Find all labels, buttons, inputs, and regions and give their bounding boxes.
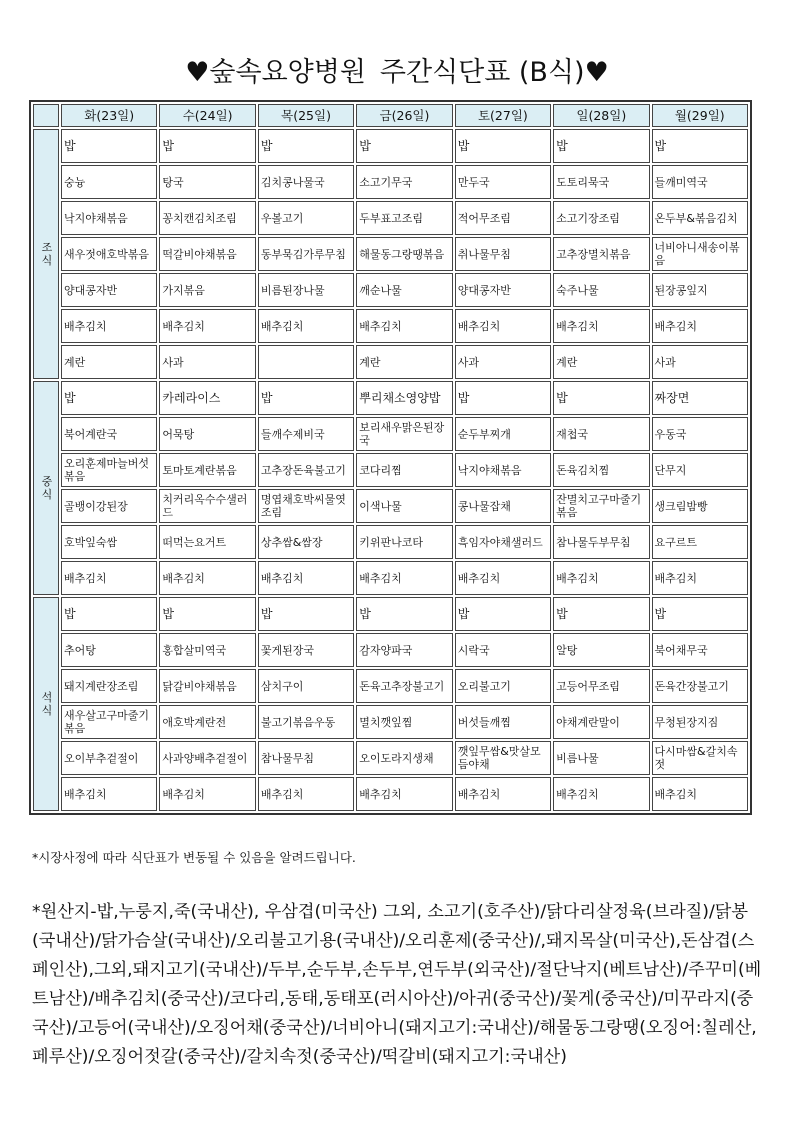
menu-cell: 고추장멸치볶음 — [553, 237, 649, 271]
menu-cell: 오리훈제마늘버섯볶음 — [61, 453, 157, 487]
lunch-label-char: 중 — [41, 475, 53, 488]
menu-cell: 도토리묵국 — [553, 165, 649, 199]
breakfast-row — [33, 129, 748, 163]
menu-cell: 계란 — [553, 345, 649, 379]
menu-cell: 사과양배추겉절이 — [159, 741, 255, 775]
menu-cell: 밥 — [455, 597, 551, 631]
page-title-menu: 주간식단표 (B식)♥ — [379, 57, 609, 88]
menu-cell: 비름나물 — [553, 741, 649, 775]
day-header-mon: 월(29일) — [652, 104, 748, 127]
menu-cell: 홍합살미역국 — [159, 633, 255, 667]
menu-cell: 계란 — [356, 345, 452, 379]
dinner-row — [33, 597, 748, 631]
menu-cell: 참나물두부무침 — [553, 525, 649, 559]
menu-cell: 단무지 — [652, 453, 748, 487]
breakfast-row — [33, 309, 748, 343]
market-notice: *시장사정에 따라 식단표가 변동될 수 있음을 알려드립니다. — [32, 850, 356, 865]
menu-cell: 새우젓애호박볶음 — [61, 237, 157, 271]
lunch-row — [33, 525, 748, 559]
menu-cell: 들깨미역국 — [652, 165, 748, 199]
menu-cell: 밥 — [61, 129, 157, 163]
menu-cell: 탕국 — [159, 165, 255, 199]
menu-cell: 뿌리채소영양밥 — [356, 381, 452, 415]
menu-cell: 김치콩나물국 — [258, 165, 354, 199]
menu-cell: 콩나물잡채 — [455, 489, 551, 523]
menu-cell: 밥 — [455, 381, 551, 415]
menu-cell: 치커리옥수수샐러드 — [159, 489, 255, 523]
menu-cell: 배추김치 — [356, 561, 452, 595]
day-header-thu: 목(25일) — [258, 104, 354, 127]
menu-cell: 불고기볶음우동 — [258, 705, 354, 739]
menu-cell: 감자양파국 — [356, 633, 452, 667]
dinner-row — [33, 633, 748, 667]
menu-cell: 배추김치 — [159, 309, 255, 343]
menu-cell: 오리불고기 — [455, 669, 551, 703]
menu-cell: 호박잎숙쌈 — [61, 525, 157, 559]
menu-cell: 이색나물 — [356, 489, 452, 523]
menu-cell: 배추김치 — [61, 561, 157, 595]
menu-cell: 버섯들깨찜 — [455, 705, 551, 739]
menu-cell: 너비아니새송이볶음 — [652, 237, 748, 271]
day-header-fri: 금(26일) — [356, 104, 452, 127]
menu-cell: 오이도라지생채 — [356, 741, 452, 775]
menu-cell: 배추김치 — [159, 777, 255, 811]
menu-cell: 멸치깻잎찜 — [356, 705, 452, 739]
menu-cell: 알탕 — [553, 633, 649, 667]
menu-cell: 배추김치 — [553, 777, 649, 811]
menu-cell: 우볼고기 — [258, 201, 354, 235]
menu-cell: 깨순나물 — [356, 273, 452, 307]
day-header-row — [33, 104, 748, 127]
menu-cell: 배추김치 — [258, 561, 354, 595]
menu-cell: 밥 — [258, 129, 354, 163]
menu-cell: 배추김치 — [455, 777, 551, 811]
day-header-wed: 수(24일) — [159, 104, 255, 127]
page-title-hospital: ♥숲속요양병원 — [185, 57, 366, 88]
breakfast-row — [33, 273, 748, 307]
menu-cell: 카레라이스 — [159, 381, 255, 415]
breakfast-row — [33, 345, 748, 379]
menu-cell: 배추김치 — [553, 561, 649, 595]
menu-cell: 야채계란말이 — [553, 705, 649, 739]
menu-cell: 동부묵김가루무침 — [258, 237, 354, 271]
menu-cell: 생크림밤빵 — [652, 489, 748, 523]
lunch-row — [33, 453, 748, 487]
menu-cell: 두부표고조림 — [356, 201, 452, 235]
menu-cell: 꽃게된장국 — [258, 633, 354, 667]
menu-cell: 배추김치 — [258, 309, 354, 343]
menu-cell: 밥 — [61, 597, 157, 631]
lunch-row — [33, 561, 748, 595]
menu-cell: 키위판나코타 — [356, 525, 452, 559]
menu-cell — [258, 345, 354, 379]
origin-notice: *원산지-밥,누룽지,죽(국내산), 우삼겹(미국산) 그외, 소고기(호주산)/닭다리살정육(브라질)/닭봉(국내산)/닭가슴살(국내산)/오리불고기용(국내산)/오리훈제(중국산)/,돼지목살(미국산),돈삼겹(스페인산),그외,돼지고기(국내산)/두부,순두부,손두부,연두부(외국산)/절단낙지(베트남산)/주꾸미(베트남산)/배추김치(중국산)/코다리,동태,동태포(러시아산)/아귀(중국산)/꽃게(중국산)/미꾸라지(중국산)/고등어(국내산)/오징어채(중국산)/너비아니(돼지고기:국내산)/해물동그랑땡(오징어:칠레산,페루산)/오징어젓갈(중국산)/갈치속젓(중국산)/떡갈비(돼지고기:국내산) — [32, 902, 762, 1067]
menu-cell: 재첩국 — [553, 417, 649, 451]
menu-cell: 계란 — [61, 345, 157, 379]
dinner-row — [33, 741, 748, 775]
lunch-row — [33, 417, 748, 451]
menu-cell: 떡갈비야채볶음 — [159, 237, 255, 271]
menu-cell: 밥 — [455, 129, 551, 163]
menu-cell: 배추김치 — [652, 561, 748, 595]
menu-cell: 배추김치 — [258, 777, 354, 811]
menu-cell: 무청된장지짐 — [652, 705, 748, 739]
menu-cell: 어묵탕 — [159, 417, 255, 451]
menu-cell: 북어계란국 — [61, 417, 157, 451]
menu-cell: 해물동그랑땡볶음 — [356, 237, 452, 271]
day-header-sun: 일(28일) — [553, 104, 649, 127]
menu-cell: 적어무조림 — [455, 201, 551, 235]
weekly-menu-table — [29, 100, 752, 815]
menu-cell: 밥 — [258, 597, 354, 631]
menu-cell: 숙주나물 — [553, 273, 649, 307]
menu-cell: 짜장면 — [652, 381, 748, 415]
menu-cell: 가지볶음 — [159, 273, 255, 307]
menu-cell: 순두부찌개 — [455, 417, 551, 451]
menu-cell: 양대콩자반 — [455, 273, 551, 307]
menu-cell: 보리새우맑은된장국 — [356, 417, 452, 451]
header-corner — [33, 104, 59, 127]
day-header-sat: 토(27일) — [455, 104, 551, 127]
menu-cell: 배추김치 — [356, 777, 452, 811]
menu-cell: 돈육고추장불고기 — [356, 669, 452, 703]
menu-cell: 소고기무국 — [356, 165, 452, 199]
menu-cell: 배추김치 — [652, 777, 748, 811]
menu-cell: 삼치구이 — [258, 669, 354, 703]
menu-cell: 들깨수제비국 — [258, 417, 354, 451]
menu-cell: 비름된장나물 — [258, 273, 354, 307]
menu-cell: 북어채무국 — [652, 633, 748, 667]
menu-cell: 사과 — [159, 345, 255, 379]
menu-cell: 참나물무침 — [258, 741, 354, 775]
menu-cell: 고추장돈육불고기 — [258, 453, 354, 487]
menu-cell: 떠먹는요거트 — [159, 525, 255, 559]
menu-cell: 코다리찜 — [356, 453, 452, 487]
menu-cell: 낙지야채볶음 — [455, 453, 551, 487]
lunch-label-char: 식 — [41, 488, 53, 501]
menu-cell: 사과 — [652, 345, 748, 379]
menu-cell: 양대콩자반 — [61, 273, 157, 307]
menu-cell: 만두국 — [455, 165, 551, 199]
menu-cell: 추어탕 — [61, 633, 157, 667]
breakfast-row — [33, 165, 748, 199]
menu-cell: 상추쌈&쌈장 — [258, 525, 354, 559]
menu-cell: 골뱅이강된장 — [61, 489, 157, 523]
menu-cell: 배추김치 — [455, 561, 551, 595]
menu-cell: 밥 — [553, 129, 649, 163]
menu-cell: 새우살고구마줄기볶음 — [61, 705, 157, 739]
menu-cell: 다시마쌈&갈치속젓 — [652, 741, 748, 775]
menu-cell: 배추김치 — [455, 309, 551, 343]
breakfast-label-char: 조 — [41, 241, 53, 254]
menu-cell: 밥 — [159, 129, 255, 163]
day-header-tue: 화(23일) — [61, 104, 157, 127]
menu-cell: 밥 — [356, 597, 452, 631]
menu-cell: 온두부&볶음김치 — [652, 201, 748, 235]
dinner-row — [33, 777, 748, 811]
dinner-row — [33, 705, 748, 739]
menu-cell: 배추김치 — [652, 309, 748, 343]
menu-cell: 밥 — [61, 381, 157, 415]
menu-cell: 요구르트 — [652, 525, 748, 559]
menu-cell: 밥 — [258, 381, 354, 415]
menu-cell: 밥 — [553, 381, 649, 415]
dinner-row — [33, 669, 748, 703]
menu-cell: 밥 — [356, 129, 452, 163]
menu-cell: 시락국 — [455, 633, 551, 667]
menu-cell: 잔멸치고구마줄기볶음 — [553, 489, 649, 523]
menu-cell: 배추김치 — [61, 309, 157, 343]
menu-cell: 배추김치 — [553, 309, 649, 343]
breakfast-row — [33, 237, 748, 271]
menu-cell: 오이부추겉절이 — [61, 741, 157, 775]
breakfast-label-char: 식 — [41, 254, 53, 267]
menu-cell: 낙지야채볶음 — [61, 201, 157, 235]
breakfast-label — [33, 129, 59, 379]
menu-cell: 취나물무침 — [455, 237, 551, 271]
lunch-row — [33, 381, 748, 415]
menu-cell: 밥 — [652, 597, 748, 631]
menu-cell: 사과 — [455, 345, 551, 379]
menu-cell: 고등어무조림 — [553, 669, 649, 703]
dinner-label — [33, 597, 59, 811]
menu-cell: 돼지계란장조림 — [61, 669, 157, 703]
menu-cell: 닭갈비야채볶음 — [159, 669, 255, 703]
menu-cell: 토마토계란볶음 — [159, 453, 255, 487]
menu-cell: 꽁치캔김치조림 — [159, 201, 255, 235]
menu-cell: 된장콩잎지 — [652, 273, 748, 307]
lunch-row — [33, 489, 748, 523]
dinner-label-char: 석 — [41, 691, 53, 704]
menu-cell: 밥 — [652, 129, 748, 163]
menu-cell: 배추김치 — [159, 561, 255, 595]
menu-cell: 우동국 — [652, 417, 748, 451]
menu-cell: 애호박계란전 — [159, 705, 255, 739]
menu-cell: 흑임자야채샐러드 — [455, 525, 551, 559]
lunch-label — [33, 381, 59, 595]
menu-cell: 배추김치 — [356, 309, 452, 343]
menu-cell: 배추김치 — [61, 777, 157, 811]
menu-cell: 깻잎무쌈&맛살모듬야채 — [455, 741, 551, 775]
page-title — [0, 50, 794, 89]
menu-body — [33, 129, 748, 811]
breakfast-row — [33, 201, 748, 235]
menu-cell: 밥 — [159, 597, 255, 631]
menu-cell: 소고기장조림 — [553, 201, 649, 235]
menu-cell: 돈육김치찜 — [553, 453, 649, 487]
menu-cell: 명엽채호박씨물엿조림 — [258, 489, 354, 523]
dinner-label-char: 식 — [41, 704, 53, 717]
menu-cell: 숭늉 — [61, 165, 157, 199]
menu-cell: 돈육간장불고기 — [652, 669, 748, 703]
menu-cell: 밥 — [553, 597, 649, 631]
